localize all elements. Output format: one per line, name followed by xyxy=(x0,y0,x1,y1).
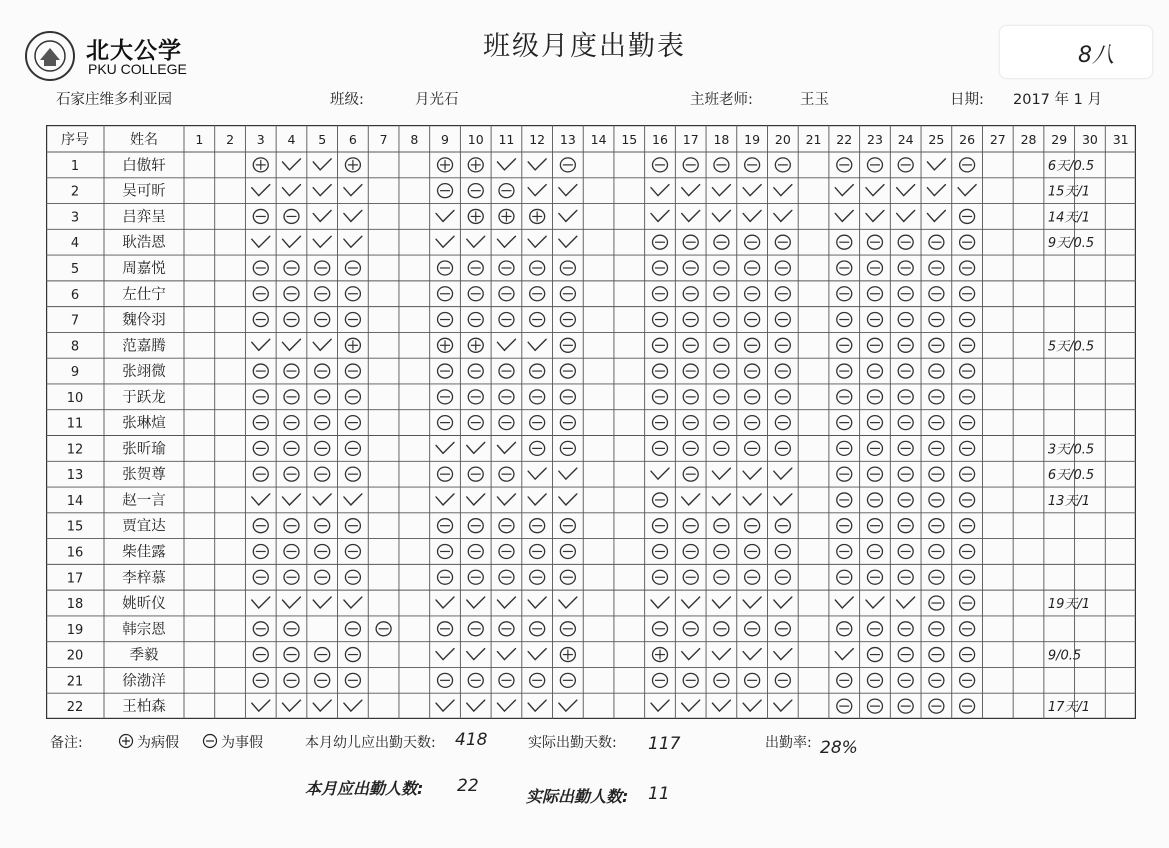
present-mark xyxy=(927,185,945,196)
header-day: 16 xyxy=(652,132,668,147)
present-mark xyxy=(528,597,546,608)
present-mark xyxy=(467,442,485,453)
present-mark xyxy=(651,597,669,608)
present-mark xyxy=(344,494,362,505)
present-mark xyxy=(927,210,945,221)
student-name: 张贺尊 xyxy=(122,467,166,484)
row-number: 5 xyxy=(70,261,80,277)
present-mark xyxy=(497,700,515,711)
header-day: 9 xyxy=(441,132,450,147)
student-name: 张昕瑜 xyxy=(122,441,166,458)
row-number: 11 xyxy=(66,416,84,432)
leave-note: 13天/1 xyxy=(1047,493,1091,509)
leave-note: 15天/1 xyxy=(1047,184,1091,200)
present-mark xyxy=(774,185,792,196)
present-mark xyxy=(743,210,761,221)
expected-days-value: 418 xyxy=(455,730,488,750)
present-mark xyxy=(252,236,270,247)
present-mark xyxy=(282,494,300,505)
actual-days-value: 117 xyxy=(648,734,681,754)
expected-people-value: 22 xyxy=(457,776,479,796)
student-name: 李梓慕 xyxy=(122,570,166,587)
present-mark xyxy=(252,597,270,608)
row-number: 14 xyxy=(66,493,84,509)
header-day: 14 xyxy=(590,132,607,147)
expected-people-label: 本月应出勤人数: xyxy=(305,779,424,798)
present-mark xyxy=(282,185,300,196)
present-mark xyxy=(866,597,884,608)
date-value: 2017 年 1 月 xyxy=(1013,92,1102,108)
header-day: 1 xyxy=(195,132,204,147)
present-mark xyxy=(282,159,300,170)
present-mark xyxy=(344,210,362,221)
present-mark xyxy=(528,159,546,170)
student-name: 王柏森 xyxy=(122,699,166,716)
present-mark xyxy=(497,649,515,660)
present-mark xyxy=(282,339,300,350)
present-mark xyxy=(313,339,331,350)
present-mark xyxy=(774,210,792,221)
personal-leave-icon xyxy=(202,733,218,749)
present-mark xyxy=(712,210,730,221)
present-mark xyxy=(712,494,730,505)
row-number: 19 xyxy=(66,622,84,638)
present-mark xyxy=(436,700,454,711)
present-mark xyxy=(497,597,515,608)
present-mark xyxy=(467,494,485,505)
present-mark xyxy=(682,700,700,711)
present-mark xyxy=(313,700,331,711)
student-name: 赵一言 xyxy=(122,492,166,509)
student-name: 于跃龙 xyxy=(122,389,166,406)
header-day: 10 xyxy=(467,132,484,147)
present-mark xyxy=(528,700,546,711)
teacher-label: 主班老师: xyxy=(690,92,753,108)
present-mark xyxy=(743,468,761,479)
present-mark xyxy=(835,185,853,196)
present-mark xyxy=(774,494,792,505)
header-day: 15 xyxy=(621,132,638,147)
leave-note: 9天/0.5 xyxy=(1047,236,1095,252)
student-name: 范嘉腾 xyxy=(122,338,166,355)
present-mark xyxy=(682,597,700,608)
leave-note: 14天/1 xyxy=(1047,210,1091,226)
row-number: 15 xyxy=(66,519,84,535)
student-name: 季毅 xyxy=(129,647,159,664)
present-mark xyxy=(774,468,792,479)
rate-label: 出勤率: xyxy=(765,735,812,751)
row-number: 13 xyxy=(66,468,84,484)
present-mark xyxy=(436,649,454,660)
present-mark xyxy=(927,159,945,170)
personal-leave-legend: 为事假 xyxy=(221,735,263,751)
row-number: 18 xyxy=(66,597,84,613)
header-day: 23 xyxy=(867,132,883,147)
present-mark xyxy=(774,597,792,608)
student-name: 白傲轩 xyxy=(122,157,166,174)
present-mark xyxy=(897,185,915,196)
corner-note-text: 8八 xyxy=(1078,43,1114,68)
row-number: 16 xyxy=(66,545,84,561)
leave-note: 3天/0.5 xyxy=(1047,442,1095,458)
rate-value: 28% xyxy=(820,738,858,758)
present-mark xyxy=(467,700,485,711)
student-name: 韩宗恩 xyxy=(122,621,166,638)
present-mark xyxy=(282,236,300,247)
header-day: 3 xyxy=(256,132,265,147)
header-day: 26 xyxy=(959,132,976,147)
leave-note: 9/0.5 xyxy=(1047,648,1082,664)
present-mark xyxy=(958,185,976,196)
present-mark xyxy=(835,649,853,660)
row-number: 1 xyxy=(70,158,80,174)
present-mark xyxy=(313,597,331,608)
header-day: 31 xyxy=(1112,132,1129,147)
present-mark xyxy=(682,649,700,660)
student-name: 周嘉悦 xyxy=(122,260,166,277)
present-mark xyxy=(313,159,331,170)
header-name: 姓名 xyxy=(130,132,158,148)
present-mark xyxy=(344,185,362,196)
present-mark xyxy=(528,494,546,505)
logo-english-text: PKU COLLEGE xyxy=(88,61,187,77)
present-mark xyxy=(313,185,331,196)
student-name: 张琳煊 xyxy=(122,415,166,432)
sick-leave-icon xyxy=(118,733,134,749)
row-number: 20 xyxy=(66,648,84,664)
present-mark xyxy=(436,494,454,505)
present-mark xyxy=(497,339,515,350)
present-mark xyxy=(528,468,546,479)
present-mark xyxy=(313,236,331,247)
present-mark xyxy=(344,700,362,711)
present-mark xyxy=(712,597,730,608)
present-mark xyxy=(835,210,853,221)
student-name: 徐渤洋 xyxy=(122,673,166,690)
row-number: 3 xyxy=(70,210,80,226)
student-name: 魏伶羽 xyxy=(122,312,166,329)
actual-days-label: 实际出勤天数: xyxy=(528,735,617,751)
table-border xyxy=(47,126,1136,719)
row-number: 21 xyxy=(66,674,84,690)
present-mark xyxy=(559,494,577,505)
header-day: 2 xyxy=(226,132,235,147)
header-day: 30 xyxy=(1081,132,1098,147)
expected-days-label: 本月幼儿应出勤天数: xyxy=(305,735,436,751)
header-day: 11 xyxy=(498,132,515,147)
present-mark xyxy=(835,597,853,608)
header-day: 24 xyxy=(897,132,914,147)
student-name: 耿浩恩 xyxy=(122,235,166,252)
leave-note: 17天/1 xyxy=(1047,700,1091,716)
header-day: 8 xyxy=(410,132,419,147)
present-mark xyxy=(252,185,270,196)
present-mark xyxy=(436,442,454,453)
present-mark xyxy=(313,494,331,505)
present-mark xyxy=(712,700,730,711)
present-mark xyxy=(743,700,761,711)
leave-note: 19天/1 xyxy=(1047,597,1091,613)
present-mark xyxy=(559,700,577,711)
present-mark xyxy=(467,597,485,608)
present-mark xyxy=(559,597,577,608)
row-number: 12 xyxy=(66,442,84,458)
present-mark xyxy=(682,185,700,196)
header-day: 19 xyxy=(744,132,761,147)
date-label: 日期: xyxy=(950,92,984,108)
present-mark xyxy=(467,649,485,660)
header-day: 6 xyxy=(348,132,357,147)
page-title: 班级月度出勤表 xyxy=(483,31,686,62)
actual-people-value: 11 xyxy=(648,784,670,804)
present-mark xyxy=(528,339,546,350)
header-day: 28 xyxy=(1020,132,1037,147)
present-mark xyxy=(743,494,761,505)
present-mark xyxy=(252,494,270,505)
present-mark xyxy=(282,700,300,711)
present-mark xyxy=(282,597,300,608)
present-mark xyxy=(559,185,577,196)
student-name: 吕弈呈 xyxy=(122,209,166,226)
present-mark xyxy=(743,597,761,608)
row-number: 8 xyxy=(70,339,80,355)
present-mark xyxy=(743,649,761,660)
present-mark xyxy=(497,159,515,170)
attendance-table xyxy=(46,125,1136,719)
remark-label: 备注: xyxy=(50,735,83,751)
present-mark xyxy=(651,700,669,711)
present-mark xyxy=(774,649,792,660)
present-mark xyxy=(651,185,669,196)
present-mark xyxy=(252,700,270,711)
header-day: 29 xyxy=(1051,132,1068,147)
student-name: 姚昕仪 xyxy=(122,596,166,613)
present-mark xyxy=(651,468,669,479)
leave-note: 6天/0.5 xyxy=(1047,158,1095,174)
corner-note-box xyxy=(1000,26,1152,78)
row-number: 9 xyxy=(70,365,80,381)
present-mark xyxy=(897,210,915,221)
header-day: 17 xyxy=(682,132,699,147)
present-mark xyxy=(344,597,362,608)
header-day: 18 xyxy=(713,132,730,147)
present-mark xyxy=(497,442,515,453)
header-day: 22 xyxy=(836,132,853,147)
present-mark xyxy=(528,185,546,196)
row-number: 2 xyxy=(70,184,80,200)
present-mark xyxy=(866,185,884,196)
present-mark xyxy=(743,185,761,196)
header-day: 12 xyxy=(529,132,546,147)
header-day: 21 xyxy=(805,132,822,147)
present-mark xyxy=(528,649,546,660)
present-mark xyxy=(313,210,331,221)
teacher-value: 王玉 xyxy=(800,92,829,108)
header-day: 4 xyxy=(287,132,296,147)
student-name: 左仕宁 xyxy=(122,286,166,303)
sick-leave-legend: 为病假 xyxy=(137,735,179,751)
present-mark xyxy=(774,700,792,711)
row-number: 10 xyxy=(66,390,84,406)
school-name: 石家庄维多利亚园 xyxy=(56,92,172,108)
row-number: 6 xyxy=(70,287,80,303)
present-mark xyxy=(712,649,730,660)
student-name: 吴可昕 xyxy=(122,183,166,200)
present-mark xyxy=(497,236,515,247)
header-day: 25 xyxy=(928,132,945,147)
present-mark xyxy=(436,210,454,221)
present-mark xyxy=(866,210,884,221)
present-mark xyxy=(682,210,700,221)
student-name: 张翊微 xyxy=(122,364,166,381)
present-mark xyxy=(528,236,546,247)
present-mark xyxy=(497,494,515,505)
present-mark xyxy=(252,339,270,350)
leave-note: 5天/0.5 xyxy=(1047,339,1095,355)
present-mark xyxy=(467,236,485,247)
header-day: 27 xyxy=(989,132,1006,147)
row-number: 17 xyxy=(66,571,84,587)
leave-note: 6天/0.5 xyxy=(1047,468,1095,484)
present-mark xyxy=(344,236,362,247)
row-number: 7 xyxy=(70,313,80,329)
present-mark xyxy=(712,468,730,479)
student-name: 柴佳露 xyxy=(122,544,166,561)
header-day: 20 xyxy=(774,132,791,147)
class-value: 月光石 xyxy=(415,92,459,108)
header-no: 序号 xyxy=(61,132,89,148)
logo-chinese-text: 北大公学 xyxy=(86,38,182,64)
present-mark xyxy=(559,210,577,221)
actual-people-label: 实际出勤人数: xyxy=(526,787,629,806)
present-mark xyxy=(559,236,577,247)
class-label: 班级: xyxy=(330,92,364,108)
row-number: 22 xyxy=(66,700,84,716)
row-number: 4 xyxy=(70,236,80,252)
header-day: 13 xyxy=(559,132,576,147)
present-mark xyxy=(436,236,454,247)
present-mark xyxy=(682,494,700,505)
present-mark xyxy=(651,210,669,221)
header-day: 7 xyxy=(379,132,388,147)
present-mark xyxy=(559,468,577,479)
present-mark xyxy=(712,185,730,196)
present-mark xyxy=(436,597,454,608)
student-name: 贾宜达 xyxy=(122,518,166,535)
header-day: 5 xyxy=(318,132,327,147)
present-mark xyxy=(897,597,915,608)
